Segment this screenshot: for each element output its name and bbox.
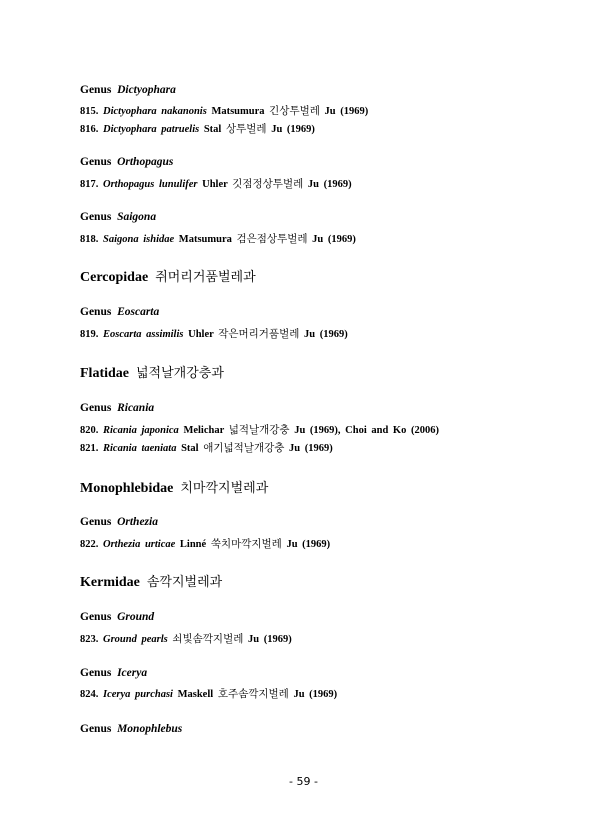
author: Stal bbox=[181, 443, 199, 454]
korean-name: 작은머리거품벌레 bbox=[218, 328, 300, 340]
korean-name: 넓적날개강충 bbox=[228, 424, 290, 436]
family-heading bbox=[80, 362, 224, 382]
family-latin-name: Kermidae bbox=[80, 575, 140, 590]
species-entry bbox=[80, 176, 352, 191]
genus-name: Icerya bbox=[117, 667, 148, 679]
species-entry bbox=[80, 103, 368, 118]
entry-number: 817. bbox=[80, 179, 99, 190]
entry-number: 818. bbox=[80, 234, 99, 245]
genus-heading bbox=[80, 723, 182, 735]
genus-heading bbox=[80, 402, 154, 414]
genus-name: Ground bbox=[117, 611, 155, 623]
genus-heading bbox=[80, 306, 159, 318]
entry-number: 816. bbox=[80, 124, 99, 135]
entry-number: 815. bbox=[80, 106, 99, 117]
page-number: - 59 - bbox=[289, 775, 318, 788]
korean-name: 호주솜깍지벌레 bbox=[217, 688, 289, 700]
genus-label: Genus bbox=[80, 306, 112, 318]
species-entry bbox=[80, 536, 330, 551]
author: Linné bbox=[179, 539, 207, 550]
genus-name: Saigona bbox=[117, 211, 157, 223]
genus-heading bbox=[80, 156, 173, 168]
author: Matsumura bbox=[178, 234, 232, 245]
family-latin-name: Cercopidae bbox=[80, 270, 149, 285]
species-entry bbox=[80, 231, 356, 246]
entry-number: 819. bbox=[80, 329, 99, 340]
scientific-name: Orthopagus lunulifer bbox=[103, 179, 198, 190]
species-entry bbox=[80, 631, 292, 646]
author: Maskell bbox=[177, 689, 214, 700]
family-heading bbox=[80, 477, 268, 497]
genus-label: Genus bbox=[80, 611, 112, 623]
family-latin-name: Flatidae bbox=[80, 366, 129, 381]
scientific-name: Ground pearls bbox=[103, 634, 168, 645]
scientific-name: Saigona ishidae bbox=[103, 234, 175, 245]
genus-heading bbox=[80, 211, 156, 223]
scientific-name: Ricania taeniata bbox=[103, 443, 177, 454]
genus-heading bbox=[80, 84, 176, 96]
scientific-name: Ricania japonica bbox=[103, 425, 179, 436]
korean-name: 깃점정상투벌레 bbox=[232, 178, 304, 190]
reference: Ju (1969) bbox=[324, 106, 369, 117]
reference: Ju (1969) bbox=[289, 443, 333, 454]
reference: Ju (1969) bbox=[293, 689, 338, 700]
entry-number: 824. bbox=[80, 689, 99, 700]
genus-name: Eoscarta bbox=[117, 306, 160, 318]
family-korean-name: 치마깍지벌레과 bbox=[180, 481, 269, 496]
author: Uhler bbox=[202, 179, 228, 190]
author: Uhler bbox=[188, 329, 214, 340]
species-entry bbox=[80, 440, 333, 455]
entry-number: 820. bbox=[80, 425, 99, 436]
korean-name: 쇠빛솜깍지벌레 bbox=[172, 633, 244, 645]
entry-number: 821. bbox=[80, 443, 99, 454]
korean-name: 상투벌레 bbox=[225, 123, 267, 135]
genus-heading bbox=[80, 667, 147, 679]
korean-name: 쑥치마깍지벌레 bbox=[210, 538, 282, 550]
author: Melichar bbox=[183, 425, 225, 436]
reference: Ju (1969) bbox=[307, 179, 352, 190]
korean-name: 검은점상투벌레 bbox=[236, 233, 308, 245]
scientific-name: Orthezia urticae bbox=[103, 539, 176, 550]
genus-label: Genus bbox=[80, 516, 112, 528]
genus-heading bbox=[80, 516, 158, 528]
author: Matsumura bbox=[211, 106, 265, 117]
reference: Ju (1969) bbox=[248, 634, 292, 645]
genus-name: Orthopagus bbox=[117, 156, 174, 168]
species-entry bbox=[80, 686, 337, 701]
family-heading bbox=[80, 571, 222, 591]
genus-label: Genus bbox=[80, 667, 112, 679]
reference: Ju (1969) bbox=[286, 539, 331, 550]
scientific-name: Dictyophara patruelis bbox=[103, 124, 200, 135]
entry-number: 822. bbox=[80, 539, 99, 550]
family-latin-name: Monophlebidae bbox=[80, 481, 174, 496]
scientific-name: Eoscarta assimilis bbox=[103, 329, 184, 340]
scientific-name: Icerya purchasi bbox=[103, 689, 173, 700]
genus-label: Genus bbox=[80, 402, 112, 414]
reference: Ju (1969) bbox=[312, 234, 356, 245]
species-entry bbox=[80, 121, 315, 136]
reference: Ju (1969), Choi and Ko (2006) bbox=[294, 425, 439, 436]
scientific-name: Dictyophara nakanonis bbox=[103, 106, 207, 117]
genus-name: Dictyophara bbox=[117, 84, 176, 96]
species-entry bbox=[80, 422, 439, 437]
genus-label: Genus bbox=[80, 156, 112, 168]
species-entry bbox=[80, 326, 348, 341]
genus-label: Genus bbox=[80, 723, 112, 735]
family-korean-name: 솜깍지벌레과 bbox=[146, 575, 223, 590]
reference: Ju (1969) bbox=[271, 124, 315, 135]
korean-name: 긴상투벌레 bbox=[269, 105, 320, 117]
genus-name: Monophlebus bbox=[117, 723, 183, 735]
reference: Ju (1969) bbox=[304, 329, 348, 340]
genus-heading bbox=[80, 611, 154, 623]
entry-number: 823. bbox=[80, 634, 99, 645]
family-korean-name: 쥐머리거품벌레과 bbox=[155, 270, 256, 285]
korean-name: 애기넓적날개강충 bbox=[203, 442, 285, 454]
genus-name: Orthezia bbox=[117, 516, 158, 528]
family-heading bbox=[80, 266, 256, 286]
genus-label: Genus bbox=[80, 211, 112, 223]
genus-name: Ricania bbox=[117, 402, 155, 414]
genus-label: Genus bbox=[80, 84, 112, 96]
author: Stal bbox=[203, 124, 222, 135]
family-korean-name: 넓적날개강충과 bbox=[136, 366, 224, 381]
